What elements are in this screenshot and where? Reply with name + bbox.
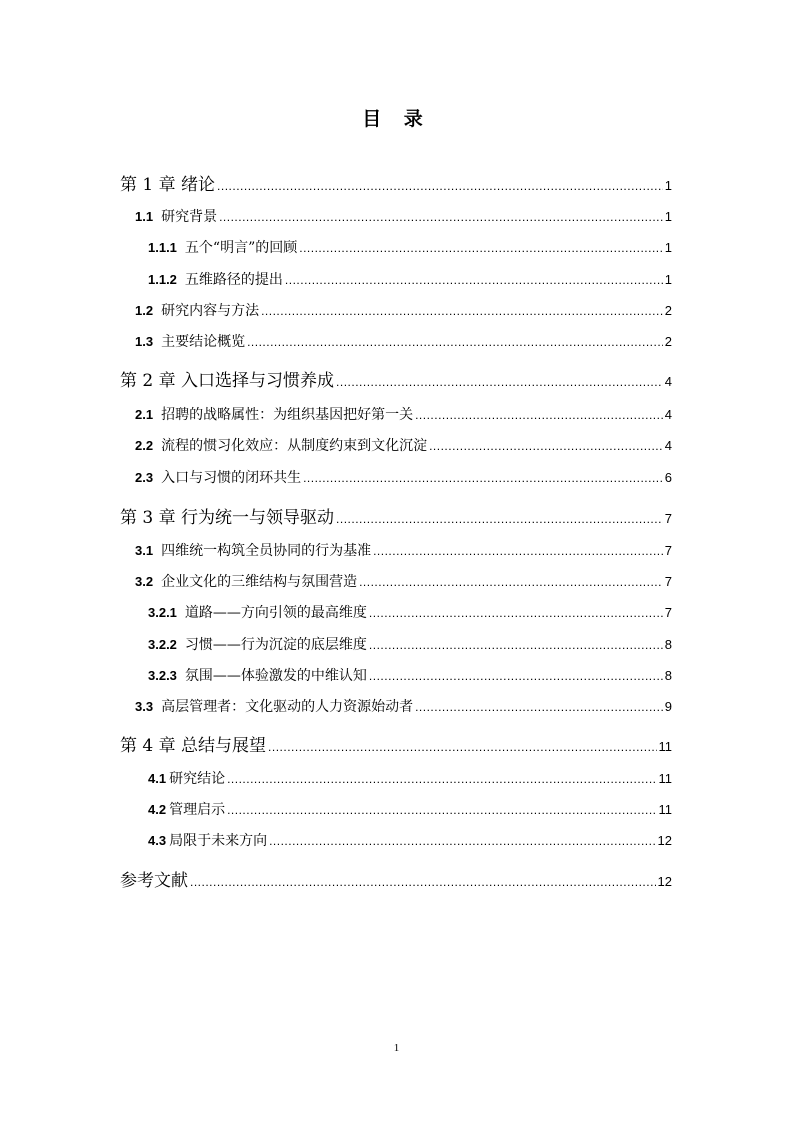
toc-entry-label: 局限于未来方向	[169, 833, 268, 849]
toc-entry-label: 企业文化的三维结构与氛围营造	[161, 574, 358, 590]
toc-page-number: 11	[658, 802, 672, 817]
toc-entry-number: 3.2.1	[148, 605, 177, 620]
toc-page-number: 4	[664, 407, 672, 422]
leader-dots	[336, 512, 663, 526]
toc-entry-label: 氛围——体验激发的中维认知	[184, 668, 367, 684]
toc-entry-number: 3.2.2	[148, 637, 177, 652]
toc-page-number: 9	[664, 699, 672, 714]
leader-dots	[369, 606, 663, 620]
toc-section-4-3[interactable]	[148, 830, 672, 850]
toc-page-number: 4	[664, 374, 672, 389]
page-number: 1	[393, 1042, 400, 1054]
toc-entry-label: 入口与习惯的闭环共生	[161, 470, 302, 486]
toc-entry-label: 第 4 章 总结与展望	[120, 736, 267, 756]
leader-dots	[285, 273, 663, 287]
toc-entry-number: 2.3	[135, 470, 154, 485]
toc-title: 目 录	[362, 108, 431, 130]
toc-page-number: 1	[664, 272, 672, 287]
toc-chapter-4[interactable]	[120, 731, 672, 756]
toc-section-3-3[interactable]	[135, 696, 672, 716]
toc-entry-number: 2.1	[135, 407, 154, 422]
toc-page-number: 6	[664, 470, 672, 485]
toc-section-4-2[interactable]	[148, 799, 672, 819]
toc-entry-label: 四维统一构筑全员协同的行为基准	[161, 543, 372, 559]
toc-entry-label: 流程的惯习化效应：从制度约束到文化沉淀	[161, 438, 428, 454]
toc-entry-number: 3.1	[135, 543, 154, 558]
toc-entry-label: 道路——方向引领的最高维度	[184, 605, 367, 621]
toc-page-number: 8	[664, 637, 672, 652]
toc-section-1-1[interactable]	[135, 206, 672, 226]
toc-page-number: 11	[658, 739, 672, 754]
toc-section-4-1[interactable]	[148, 768, 672, 788]
toc-page-number: 12	[657, 833, 672, 848]
leader-dots	[303, 471, 663, 485]
toc-entry-number: 2.2	[135, 438, 154, 453]
toc-section-2-1[interactable]	[135, 404, 672, 424]
leader-dots	[373, 544, 663, 558]
leader-dots	[190, 875, 656, 889]
toc-subsection-3-2-3[interactable]	[148, 665, 672, 685]
toc-references[interactable]	[120, 866, 672, 891]
leader-dots	[227, 803, 656, 817]
toc-entry-number: 3.2	[135, 574, 154, 589]
leader-dots	[415, 408, 663, 422]
toc-entry-number: 1.1	[135, 209, 154, 224]
toc-page-number: 1	[664, 178, 672, 193]
leader-dots	[268, 740, 656, 754]
leader-dots	[359, 575, 663, 589]
toc-subsection-1-1-1[interactable]	[148, 237, 672, 257]
toc-page-number: 7	[664, 605, 672, 620]
toc-entry-label: 第 2 章 入口选择与习惯养成	[120, 371, 335, 391]
leader-dots	[227, 772, 656, 786]
toc-entry-label: 五维路径的提出	[184, 272, 283, 288]
toc-entry-label: 第 1 章 绪论	[120, 175, 216, 195]
leader-dots	[247, 335, 663, 349]
toc-entry-label: 研究内容与方法	[161, 303, 260, 319]
leader-dots	[217, 179, 663, 193]
toc-page-number: 4	[664, 438, 672, 453]
toc-entry-label: 五个“明言”的回顾	[184, 240, 298, 256]
toc-entry-number: 1.2	[135, 303, 154, 318]
toc-entry-number: 3.2.3	[148, 668, 177, 683]
toc-page-number: 8	[664, 668, 672, 683]
toc-page-number: 7	[664, 543, 672, 558]
leader-dots	[415, 700, 663, 714]
toc-entry-number: 4.3	[148, 833, 167, 848]
leader-dots	[336, 375, 663, 389]
toc-entry-label: 主要结论概览	[161, 334, 246, 350]
toc-subsection-3-2-2[interactable]	[148, 634, 672, 654]
toc-entry-label: 习惯——行为沉淀的底层维度	[184, 637, 367, 653]
toc-page-number: 2	[664, 303, 672, 318]
toc-page-number: 1	[664, 209, 672, 224]
toc-page-number: 7	[664, 511, 672, 526]
toc-chapter-3[interactable]	[120, 503, 672, 528]
toc-entry-number: 1.3	[135, 334, 154, 349]
toc-chapter-2[interactable]	[120, 366, 672, 391]
leader-dots	[369, 638, 663, 652]
leader-dots	[369, 669, 663, 683]
leader-dots	[269, 834, 655, 848]
toc-entry-number: 4.1	[148, 771, 167, 786]
toc-entry-number: 1.1.2	[148, 272, 177, 287]
toc-chapter-1[interactable]	[120, 170, 672, 195]
leader-dots	[429, 439, 663, 453]
leader-dots	[299, 241, 663, 255]
toc-page-number: 2	[664, 334, 672, 349]
toc-section-1-3[interactable]	[135, 331, 672, 351]
toc-section-1-2[interactable]	[135, 300, 672, 320]
toc-subsection-3-2-1[interactable]	[148, 602, 672, 622]
toc-entry-label: 研究背景	[161, 209, 218, 225]
toc-page-number: 7	[664, 574, 672, 589]
toc-entry-number: 3.3	[135, 699, 154, 714]
toc-section-2-2[interactable]	[135, 435, 672, 455]
toc-entry-label: 招聘的战略属性：为组织基因把好第一关	[161, 407, 414, 423]
toc-section-3-2[interactable]	[135, 571, 672, 591]
toc-entry-label: 参考文献	[120, 871, 188, 891]
toc-section-3-1[interactable]	[135, 540, 672, 560]
toc-subsection-1-1-2[interactable]	[148, 269, 672, 289]
toc-entry-label: 高层管理者：文化驱动的人力资源始动者	[161, 699, 414, 715]
toc-entry-label: 研究结论	[169, 771, 226, 787]
toc-entry-label: 第 3 章 行为统一与领导驱动	[120, 508, 335, 528]
toc-entry-number: 4.2	[148, 802, 167, 817]
toc-entry-label: 管理启示	[169, 802, 226, 818]
toc-page-number: 11	[658, 771, 672, 786]
leader-dots	[219, 210, 663, 224]
toc-page-number: 1	[664, 240, 672, 255]
toc-entry-number: 1.1.1	[148, 240, 177, 255]
leader-dots	[261, 304, 663, 318]
toc-page-number: 12	[657, 874, 672, 889]
toc-section-2-3[interactable]	[135, 467, 672, 487]
